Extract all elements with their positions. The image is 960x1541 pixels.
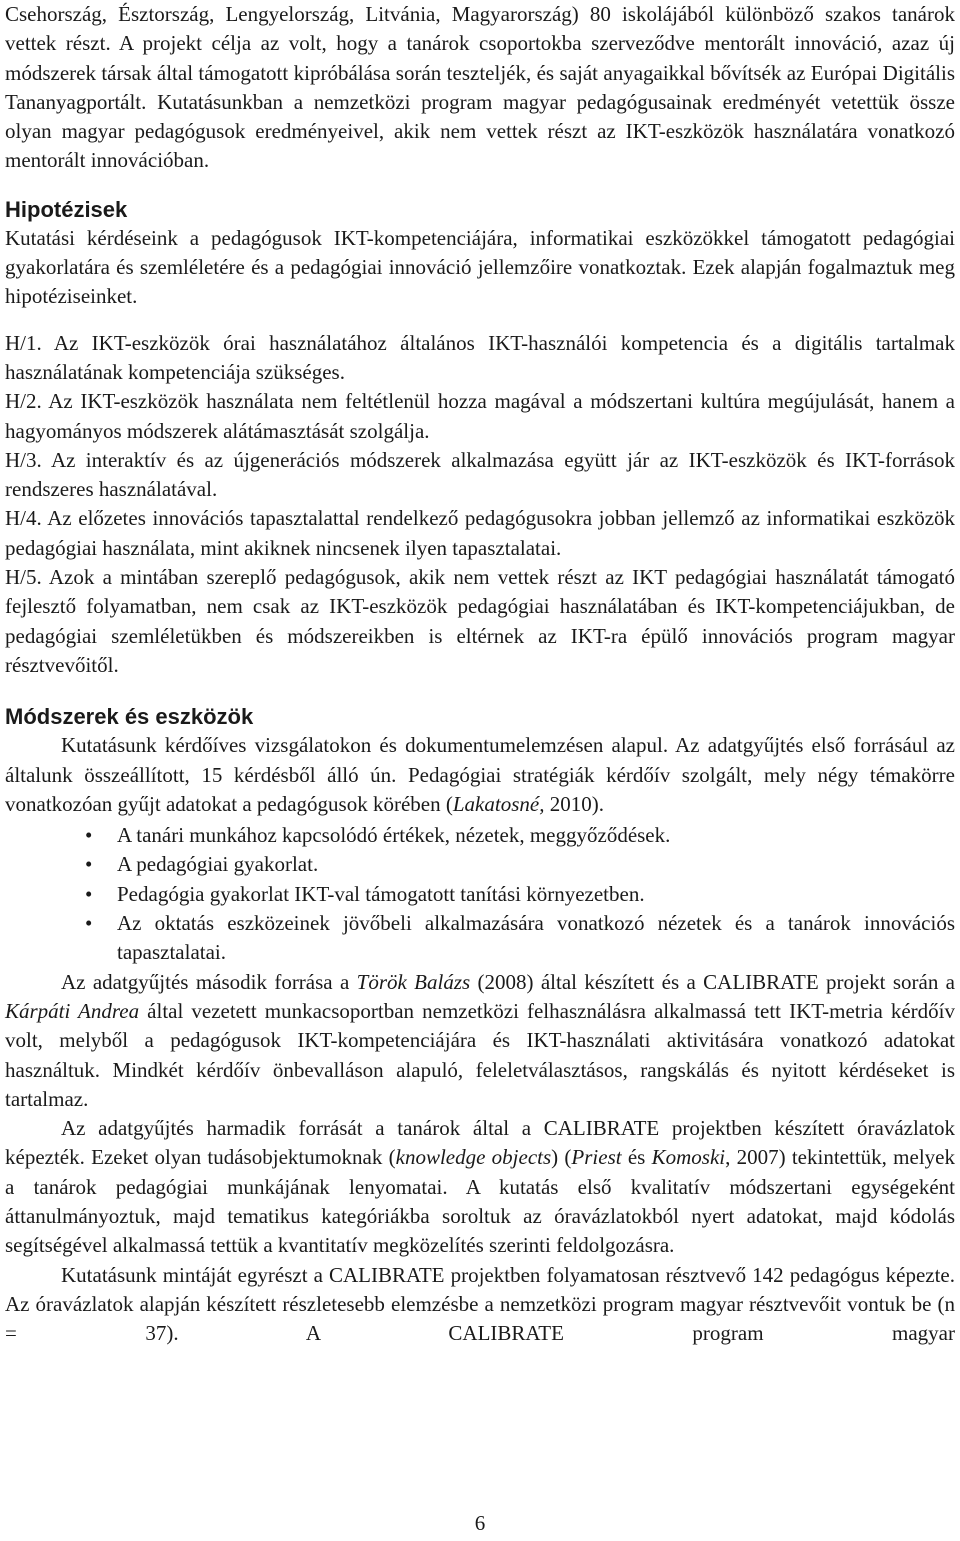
hypothesis-item xyxy=(5,563,955,680)
methods-paragraph-3 xyxy=(5,1114,955,1260)
hypothesis-item xyxy=(5,329,955,388)
hypothesis-item xyxy=(5,446,955,505)
hypothesis-text: Az előzetes innovációs tapasztalattal rendelkező pedagógusokra jobban jellemző az informatikai eszközök pedagógiai használata, mint akiknek nincsenek ilyen tapasztalatai. xyxy=(5,506,956,560)
methods-paragraph-1 xyxy=(5,731,955,819)
list-item-text: Az oktatás eszközeinek jövőbeli alkalmazására vonatkozó nézetek és a tanárok innovációs tapasztalatai. xyxy=(117,911,955,965)
hypothesis-number: H/2. xyxy=(5,389,42,414)
cited-author: Komoski xyxy=(651,1145,726,1170)
cited-author: Török Balázs xyxy=(356,969,471,994)
italic-term: knowledge objects xyxy=(395,1145,552,1170)
questionnaire-topics-list xyxy=(5,821,955,967)
hypotheses-list xyxy=(5,329,955,681)
paragraph-text: és xyxy=(621,1145,652,1170)
page-number: 6 xyxy=(474,1511,486,1535)
citation-author: Lakatosné, xyxy=(452,791,545,816)
paragraph-text: (2008) által készített és a CALIBRATE projekt során a xyxy=(470,969,955,994)
document-page xyxy=(5,0,955,1348)
methods-paragraph-4: Kutatásunk mintáját egyrészt a CALIBRATE projektben folyamatosan résztvevő 142 pedagógus képezte. Az óravázlatok alapján készített részletesebb elemzésbe a nemzetközi program magyar résztvevőit vontuk be (n = 37). A CALIBRATE program magyar xyxy=(5,1262,955,1346)
section-heading-methods: Módszerek és eszközök xyxy=(5,704,254,730)
citation-year: 2010). xyxy=(544,791,604,816)
list-item xyxy=(5,821,955,850)
section-heading-hypotheses: Hipotézisek xyxy=(5,196,128,222)
bullet-icon: • xyxy=(85,852,93,877)
hypothesis-number: H/5. xyxy=(5,565,42,590)
methods-paragraph-1-text: Kutatásunk kérdőíves vizsgálatokon és dokumentumelemzésen alapul. Az adatgyűjtés első forrásául az általunk összeállított, 15 kérdésből álló ún. Pedagógiai stratégiák kérdőív szolgált, mely négy témakörre vonatkozóan gyűjt adatokat a pedagógusok körében ( xyxy=(5,733,955,816)
hypothesis-text: Azok a mintában szereplő pedagógusok, akik nem vettek részt az IKT pedagógiai használatát támogató fejlesztő folyamatban, nem csak az IKT-eszközök pedagógiai használatában és IKT-kompetenciájukban, de pedagógiai szemléletükben és módszereikben is eltérnek az IKT-ra épülő innovációs program magyar résztvevőitől. xyxy=(5,565,956,677)
hypothesis-number: H/4. xyxy=(5,506,42,531)
paragraph-text: ) ( xyxy=(551,1145,572,1170)
list-item xyxy=(5,850,955,879)
paragraph-text: Az adatgyűjtés harmadik forrását a tanárok által a CALIBRATE projektben készített óravázlatok képezték. Ezeket olyan tudásobjektumoknak ( xyxy=(5,1116,955,1170)
bullet-icon: • xyxy=(85,823,93,848)
intro-paragraph: Csehország, Észtország, Lengyelország, Litvánia, Magyarország) 80 iskolájából különböző szakos tanárok vettek részt. A projekt célja az volt, hogy a tanárok csoportokba szerveződve mentorált innováció, azaz új módszerek társak által támogatott kipróbálása során teszteljék, és saját anyagaikkal bővítsék az Európai Digitális Tananyagportált. Kutatásunkban a nemzetközi program magyar pedagógusainak eredményét vetettük össze olyan magyar pedagógusok eredményeivel, akik nem vettek részt az IKT-eszközök használatára vonatkozó mentorált innovációban. xyxy=(5,2,955,173)
hypothesis-item xyxy=(5,504,955,563)
list-item-text: A tanári munkához kapcsolódó értékek, nézetek, meggyőződések. xyxy=(117,823,671,848)
hypothesis-text: Az IKT-eszközök órai használatához általános IKT-használói kompetencia és a digitális tartalmak használatának kompetenciája szükséges. xyxy=(5,330,955,384)
cited-author: Kárpáti Andrea xyxy=(5,998,140,1023)
bullet-icon: • xyxy=(85,911,93,936)
list-item-text: Pedagógia gyakorlat IKT-val támogatott tanítási környezetben. xyxy=(117,881,645,906)
list-item-text: A pedagógiai gyakorlat. xyxy=(117,852,319,877)
paragraph-text: , 2007) tekintettük, melyek a tanárok pedagógiai munkájának lenyomatai. A kutatás első kvalitatív módszertani egységeként áttanulmányoztuk, majd tematikus kategóriákba soroltuk az óravázlatokból nyert adatokat, majd kódolás segítségével alkalmassá tettük a kvantitatív megközelítés szerinti feldolgozásra. xyxy=(5,1145,955,1258)
paragraph-text: által vezetett munkacsoportban nemzetközi felhasználásra alkalmassá tett IKT-metria kérdőív volt, melyből a pedagógusok IKT-kompetenciájára és IKT-használati aktivitására vonatkozó adatokat használtuk. Mindkét kérdőív önbevalláson alapuló, feleletválasztásos, rangskálás és nyitott kérdéseket is tartalmaz. xyxy=(5,998,956,1111)
hypothesis-text: Az interaktív és az újgenerációs módszerek alkalmazása együtt jár az IKT-eszközök és IKT-források rendszeres használatával. xyxy=(5,447,955,502)
cited-author: Priest xyxy=(571,1145,622,1170)
hypothesis-number: H/3. xyxy=(5,447,42,472)
list-item xyxy=(5,909,955,968)
paragraph-text: Az adatgyűjtés második forrása a xyxy=(61,969,357,994)
hypothesis-text: Az IKT-eszközök használata nem feltétlenül hozza magával a módszertani kultúra megújulását, hanem a hagyományos módszerek alátámasztását szolgálja. xyxy=(5,389,956,443)
methods-paragraph-2 xyxy=(5,968,955,1114)
hypotheses-intro-paragraph: Kutatási kérdéseink a pedagógusok IKT-kompetenciájára, informatikai eszközökkel támogatott pedagógiai gyakorlatára és szemléletére és a pedagógiai innováció jellemzőire vonatkoztak. Ezek alapján fogalmaztuk meg hipotéziseinket. xyxy=(5,225,955,309)
hypothesis-number: H/1. xyxy=(5,330,42,355)
bullet-icon: • xyxy=(85,881,93,906)
list-item xyxy=(5,880,955,909)
hypothesis-item xyxy=(5,387,955,446)
